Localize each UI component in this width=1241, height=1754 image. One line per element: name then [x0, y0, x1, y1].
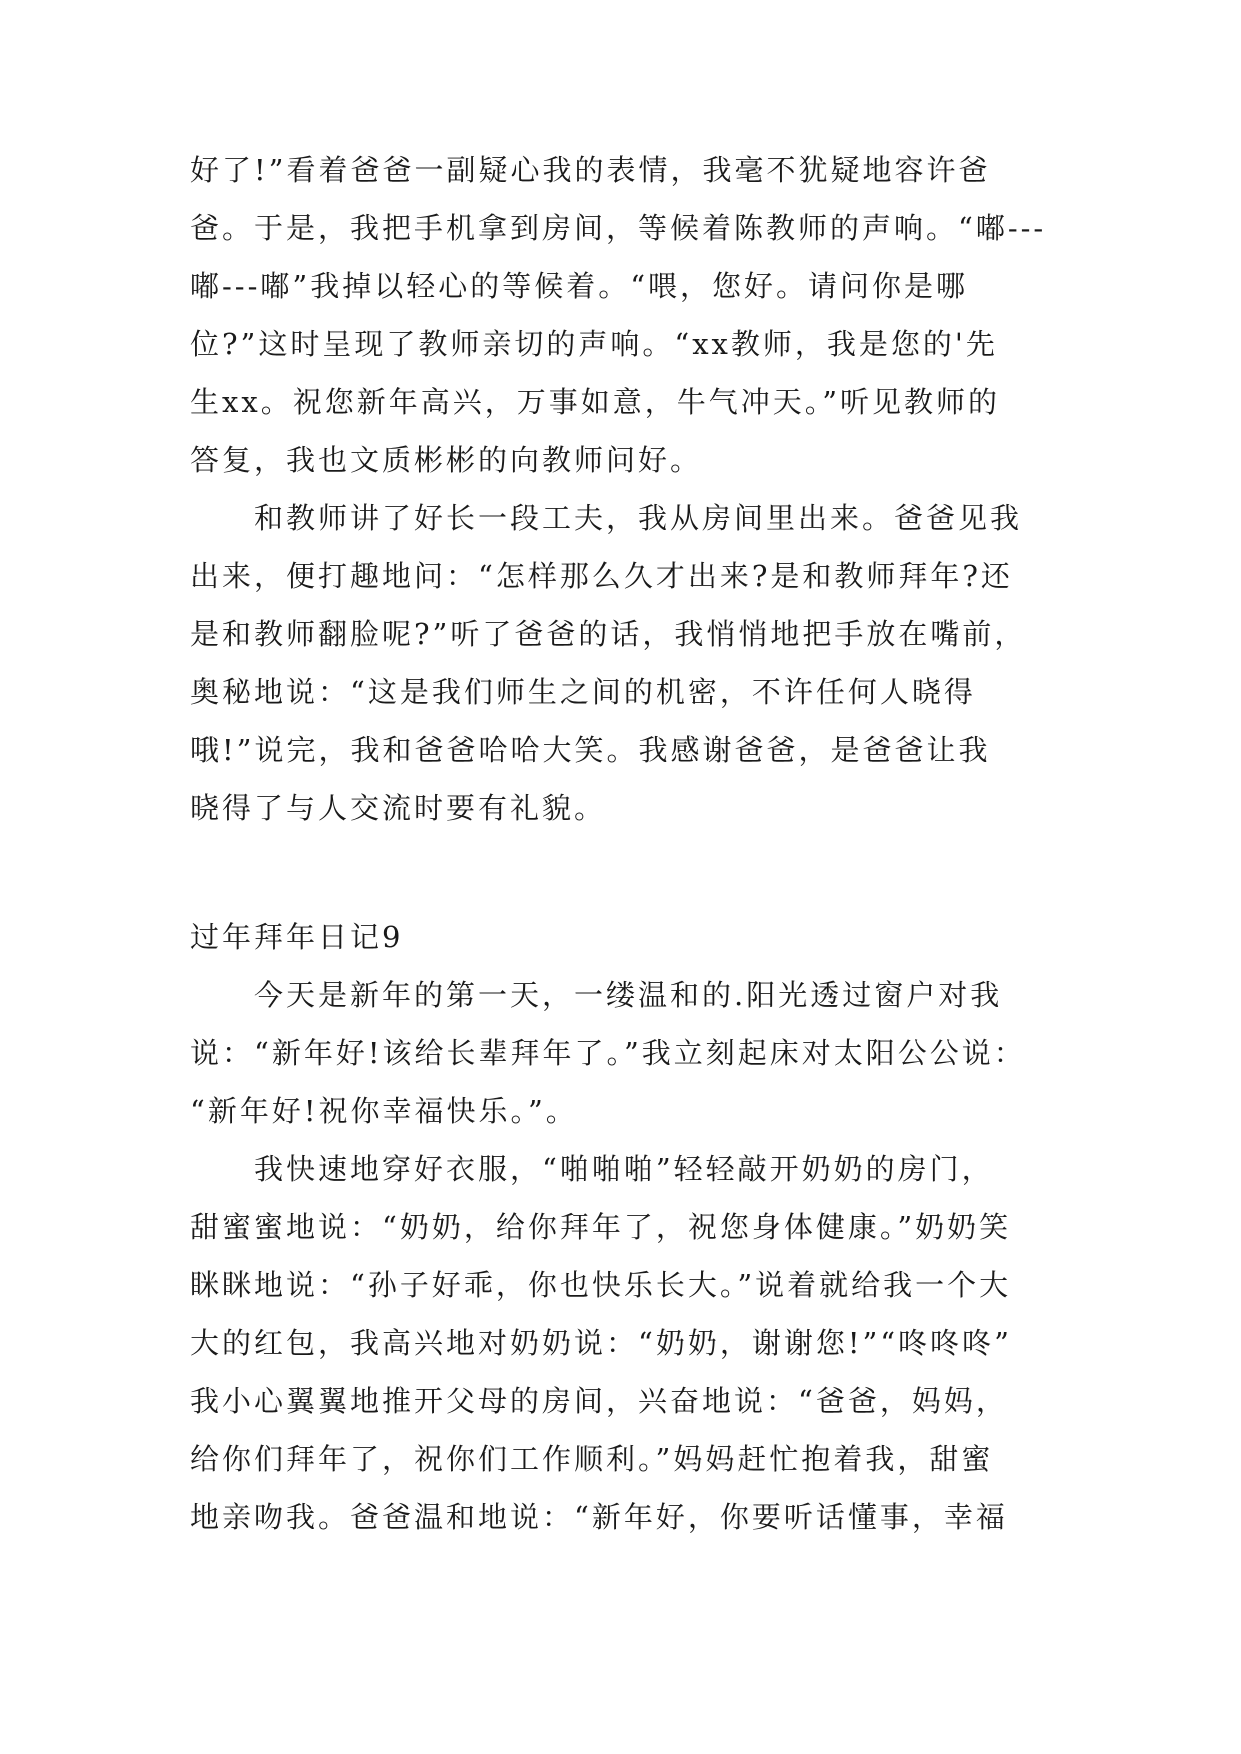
text-line: 哦!”说完，我和爸爸哈哈大笑。我感谢爸爸，是爸爸让我 [190, 733, 991, 767]
text-line: 生xx。祝您新年高兴，万事如意，牛气冲天。”听见教师的 [190, 385, 1001, 419]
text-line: 和教师讲了好长一段工夫，我从房间里出来。爸爸见我 [254, 501, 1023, 535]
section-heading: 过年拜年日记9 [190, 920, 404, 954]
text-line: 是和教师翻脸呢?”听了爸爸的话，我悄悄地把手放在嘴前， [190, 617, 1027, 651]
text-line: 今天是新年的第一天，一缕温和的.阳光透过窗户对我 [254, 978, 1003, 1012]
text-line: 大的红包，我高兴地对奶奶说：“奶奶，谢谢您!”“咚咚咚” [190, 1326, 1012, 1360]
text-line: 地亲吻我。爸爸温和地说：“新年好，你要听话懂事，幸福 [190, 1500, 1008, 1534]
text-line: 甜蜜蜜地说：“奶奶，给你拜年了，祝您身体健康。”奶奶笑 [190, 1210, 1012, 1244]
text-line: 好了!”看着爸爸一副疑心我的表情，我毫不犹疑地容许爸 [190, 153, 991, 187]
text-line: 位?”这时呈现了教师亲切的声响。“xx教师，我是您的'先 [190, 327, 998, 361]
text-line: 出来，便打趣地问：“怎样那么久才出来?是和教师拜年?还 [190, 559, 1013, 593]
text-line: 晓得了与人交流时要有礼貌。 [190, 791, 607, 825]
text-line: “新年好!祝你幸福快乐。”。 [190, 1094, 578, 1128]
text-line: 给你们拜年了，祝你们工作顺利。”妈妈赶忙抱着我，甜蜜 [190, 1442, 994, 1476]
text-line: 我小心翼翼地推开父母的房间，兴奋地说：“爸爸，妈妈， [190, 1384, 1008, 1418]
text-line: 眯眯地说：“孙子好乖，你也快乐长大。”说着就给我一个大 [190, 1268, 1012, 1302]
text-line: 答复，我也文质彬彬的向教师问好。 [190, 443, 703, 477]
text-line: 奥秘地说：“这是我们师生之间的机密，不许任何人晓得 [190, 675, 976, 709]
text-line: 说：“新年好!该给长辈拜年了。”我立刻起床对太阳公公说： [190, 1036, 1026, 1070]
text-line: 嘟---嘟”我掉以轻心的等候着。“喂，您好。请问你是哪 [190, 269, 969, 303]
text-line: 我快速地穿好衣服，“啪啪啪”轻轻敲开奶奶的房门， [254, 1152, 994, 1186]
text-line: 爸。于是，我把手机拿到房间，等候着陈教师的声响。“嘟--- [190, 211, 1047, 245]
